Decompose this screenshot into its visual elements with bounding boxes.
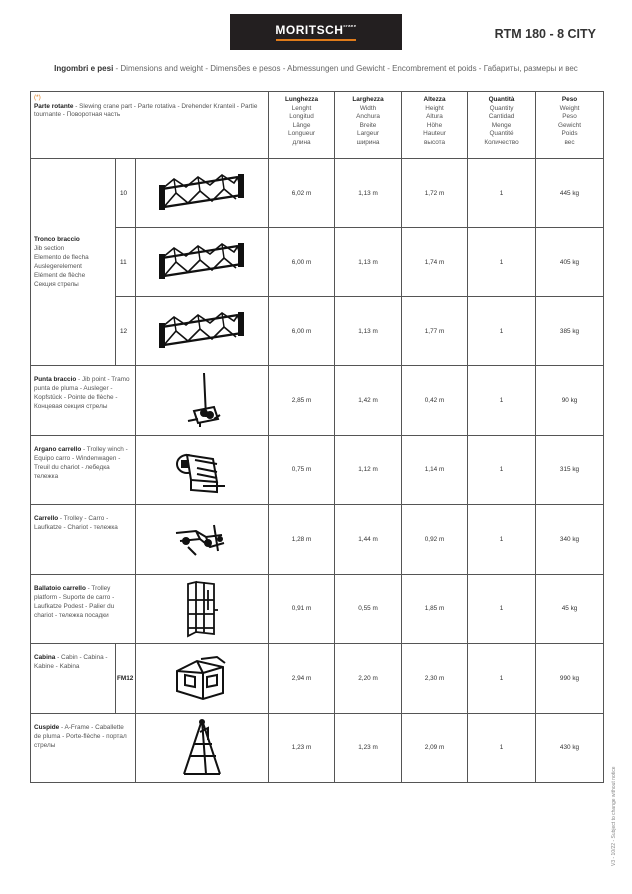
height-value: 1,72 m (402, 159, 468, 228)
part-name-cell (31, 713, 136, 783)
height-value: 1,77 m (402, 297, 468, 366)
table-row (31, 644, 604, 714)
subtitle-bold: Ingombri e pesi (54, 64, 114, 73)
quantity-value: 1 (468, 505, 536, 575)
quantity-value: 1 (468, 435, 536, 505)
logo-small-text: crane (343, 23, 357, 28)
weight-value: 405 kg (536, 228, 604, 297)
part-name-bold: Argano carrello (34, 445, 82, 453)
height-value: 2,09 m (402, 713, 468, 783)
logo-text: MORITSCH (275, 23, 344, 37)
width-value: 1,13 m (335, 159, 402, 228)
winch-icon (136, 435, 269, 505)
width-value: 1,13 m (335, 228, 402, 297)
table-row (31, 228, 604, 297)
quantity-value: 1 (468, 713, 536, 783)
part-name-cell (31, 159, 116, 366)
part-name-rest: - A-Frame - Caballette de pluma - Porte-flèche - портал стрелы (34, 723, 127, 749)
part-name-bold: Ballatoio carrello (34, 584, 86, 592)
width-value: 1,12 m (335, 435, 402, 505)
dimensions-table (30, 91, 604, 783)
height-value: 0,92 m (402, 505, 468, 575)
subtitle-rest: - Dimensions and weight - Dimensões e pesos - Abmessungen und Gewicht - Encombrement et poids - Габариты, размеры и вес (113, 64, 578, 73)
part-name-cell (31, 435, 136, 505)
weight-value: 430 kg (536, 713, 604, 783)
a-frame-icon (136, 713, 269, 783)
height-value: 2,30 m (402, 644, 468, 714)
part-name-bold: Cabina (34, 654, 56, 661)
table-row (31, 505, 604, 575)
weight-value: 45 kg (536, 574, 604, 644)
length-value: 1,23 m (269, 713, 335, 783)
col-length-header: Lunghezza Lenght Longitud Länge Longueur длина (269, 92, 335, 159)
part-name-cell (31, 574, 136, 644)
quantity-value: 1 (468, 297, 536, 366)
quantity-value: 1 (468, 228, 536, 297)
width-value: 1,44 m (335, 505, 402, 575)
height-value: 0,42 m (402, 366, 468, 436)
width-value: 1,13 m (335, 297, 402, 366)
header-row (31, 92, 604, 159)
col-width-header: Larghezza Width Anchura Breite Largeur ширина (335, 92, 402, 159)
jib-section-icon (136, 228, 269, 297)
part-name-rest: - Trolley - Carro - Laufkatze - Chariot - тележка (34, 515, 118, 531)
part-name-bold: Punta braccio (34, 376, 77, 383)
part-code: 11 (116, 228, 136, 297)
length-value: 2,85 m (269, 366, 335, 436)
part-name-rest: - Trolley winch - Equipo carro - Windenwagen - Treuil du chariot - лебедка тележка (34, 445, 128, 480)
length-value: 0,75 m (269, 435, 335, 505)
length-value: 6,00 m (269, 297, 335, 366)
jib-section-icon (136, 297, 269, 366)
height-value: 1,74 m (402, 228, 468, 297)
jib-section-icon (136, 159, 269, 228)
quantity-value: 1 (468, 366, 536, 436)
moritsch-logo (230, 14, 402, 50)
jib-point-icon (136, 366, 269, 436)
width-value: 2,20 m (335, 644, 402, 714)
trolley-icon (136, 505, 269, 575)
part-name-bold: Tronco braccio (34, 236, 80, 243)
table-row (31, 159, 604, 228)
cabin-icon (136, 644, 269, 714)
quantity-value: 1 (468, 574, 536, 644)
part-name-rest: - Trolley platform - Suporte de carro - Laufkatze Podest - Palier du chariot - тележка посадки (34, 584, 115, 619)
table-row (31, 713, 604, 783)
weight-value: 990 kg (536, 644, 604, 714)
length-value: 6,02 m (269, 159, 335, 228)
platform-icon (136, 574, 269, 644)
height-value: 1,85 m (402, 574, 468, 644)
length-value: 2,94 m (269, 644, 335, 714)
weight-value: 90 kg (536, 366, 604, 436)
length-value: 0,91 m (269, 574, 335, 644)
weight-value: 340 kg (536, 505, 604, 575)
table-row (31, 297, 604, 366)
part-name-cell (31, 505, 136, 575)
part-code: 12 (116, 297, 136, 366)
length-value: 6,00 m (269, 228, 335, 297)
footnote-star: (*) (34, 94, 41, 101)
quantity-value: 1 (468, 159, 536, 228)
part-code: 10 (116, 159, 136, 228)
part-name-cell (31, 366, 136, 436)
height-value: 1,14 m (402, 435, 468, 505)
part-name-rest: - Jib point - Tramo punta de pluma - Ausleger - Kopfstück - Pointe de flèche - Концевая секция стрелы (34, 376, 130, 410)
part-name-bold: Cuspide (34, 723, 60, 731)
table-row (31, 435, 604, 505)
quantity-value: 1 (468, 644, 536, 714)
header-part-bold: Parte rotante (34, 102, 74, 110)
length-value: 1,28 m (269, 505, 335, 575)
page-subtitle (0, 64, 632, 73)
part-name-bold: Carrello (34, 515, 59, 522)
header-part-rest: - Slewing crane part - Parte rotativa - Drehender Kranteil - Partie tournante - Поворотная часть (34, 102, 258, 119)
width-value: 1,42 m (335, 366, 402, 436)
part-name-rest: - Cabin - Cabina - Kabine - Kabina (34, 654, 108, 670)
header-part-cell (31, 92, 269, 159)
part-name-cell (31, 644, 116, 714)
col-weight-header: Peso Weight Peso Gewicht Poids вес (536, 92, 604, 159)
table-row (31, 366, 604, 436)
revision-note: V3 - 10/22 - Subject to change without notice (611, 766, 617, 866)
weight-value: 385 kg (536, 297, 604, 366)
weight-value: 315 kg (536, 435, 604, 505)
col-height-header: Altezza Height Altura Höhe Hauteur высота (402, 92, 468, 159)
col-quantity-header: Quantità Quantity Cantidad Menge Quantité Количество (468, 92, 536, 159)
weight-value: 445 kg (536, 159, 604, 228)
part-code: FM12 (116, 644, 136, 714)
width-value: 0,55 m (335, 574, 402, 644)
part-name-rest: Jib section Elemento de flecha Auslegerelement Elément de flèche Секция стрелы (34, 245, 89, 288)
table-row (31, 574, 604, 644)
model-title: RTM 180 - 8 CITY (494, 27, 596, 41)
width-value: 1,23 m (335, 713, 402, 783)
logo-accent-bar (276, 39, 356, 41)
